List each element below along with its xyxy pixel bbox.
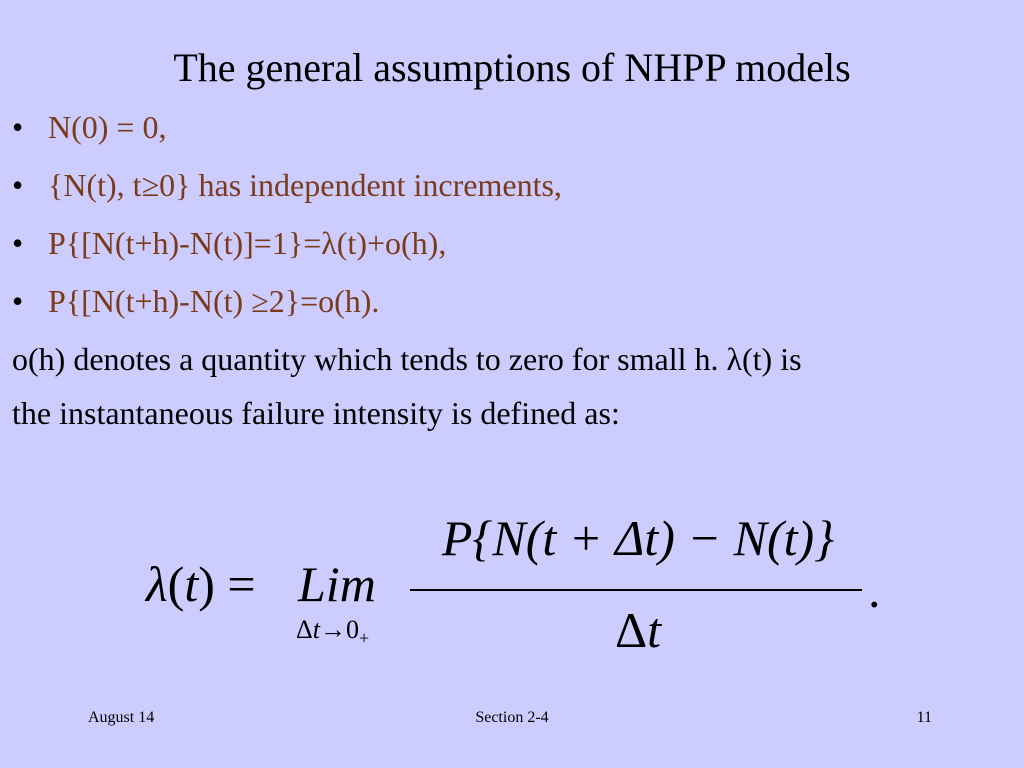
bullet-text: P{[N(t+h)-N(t) ≥2}=o(h). [48,283,380,319]
paragraph-line: o(h) denotes a quantity which tends to zero for small h. λ(t) is [12,341,802,377]
arrow-zero: →0 [319,615,359,644]
footer-section: Section 2-4 [475,709,549,726]
formula-var: t [647,602,662,658]
formula-period: . [868,562,881,618]
fraction-line [410,589,862,591]
bullet-item [12,162,1012,220]
formula-var: t [312,615,320,644]
slide-title: The general assumptions of NHPP models [173,45,851,90]
bullet-list [12,104,1012,336]
bullet-text: P{[N(t+h)-N(t)]=1}=λ(t)+o(h), [48,225,447,261]
formula-numerator: P{N(t + Δt) − N(t)} [441,510,835,566]
bullet-item [12,104,1012,162]
paragraph-line: the instantaneous failure intensity is defined as: [12,395,620,431]
formula-equals: = [214,556,256,612]
bullet-text: N(0) = 0, [48,109,167,145]
bullet-dot-icon: • [12,167,24,203]
delta-symbol: Δ [614,602,648,658]
intensity-formula [0,505,1024,675]
bullet-dot-icon: • [12,109,24,145]
bullet-item [12,220,1012,278]
formula-var: t [184,556,199,612]
formula-paren: ) [198,556,215,612]
bullet-item [12,278,1012,336]
bullet-dot-icon: • [12,283,24,319]
formula-denominator [410,601,866,659]
formula-lim: Lim [298,556,376,612]
bullet-dot-icon: • [12,225,24,261]
delta-symbol: Δ [296,615,313,644]
lambda-symbol: λ [146,556,168,612]
definition-paragraph [12,332,1012,440]
formula-lhs [146,555,256,613]
formula-paren: ( [167,556,185,612]
footer-page-number: 11 [916,709,932,726]
bullet-text: {N(t), t≥0} has independent increments, [48,167,562,203]
plus-subscript: + [358,628,370,649]
footer-date: August 14 [88,709,155,726]
formula-lim-subscript [296,615,369,649]
